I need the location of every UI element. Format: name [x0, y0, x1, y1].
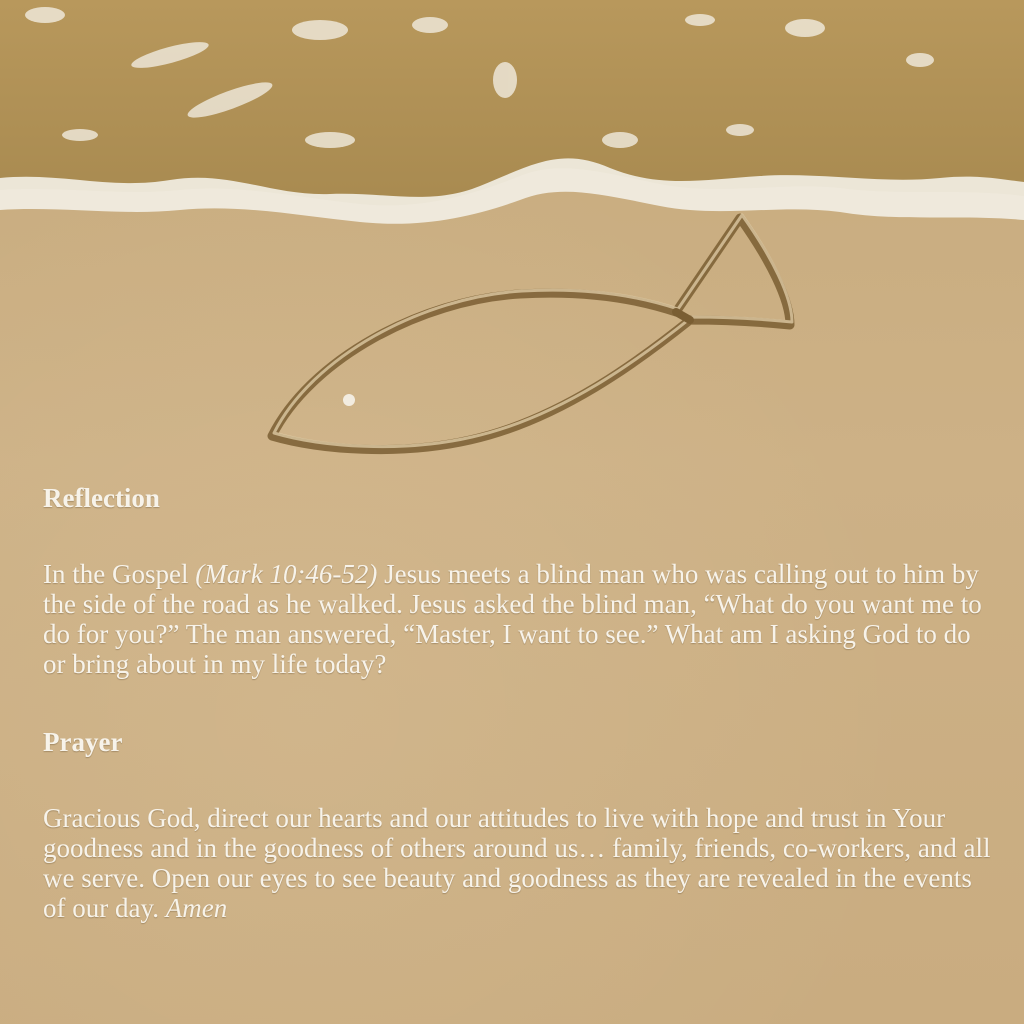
pebble [343, 394, 355, 406]
prayer-body: Gracious God, direct our hearts and our attitudes to live with hope and trust in Your goodness and in the goodness of others around us… family, friends, co-workers, and all we serve. Open our eyes to see beauty and goodness as they are revealed in the events of our day. [43, 803, 991, 923]
sand-fish-drawing [0, 0, 1024, 500]
prayer-closing: Amen [165, 893, 228, 923]
reflection-heading: Reflection [43, 483, 160, 513]
prayer-paragraph [43, 803, 993, 923]
reflection-paragraph [43, 559, 993, 679]
reflection-body: Jesus meets a blind man who was calling out to him by the side of the road as he walked. Jesus asked the blind man, “What do you want me to do for you?” The man answered, “Master, I want to see.” What am I asking God to do or bring about in my life today? [43, 559, 982, 679]
reflection-intro: In the Gospel [43, 559, 196, 589]
devotional-text [43, 483, 993, 923]
scripture-reference: (Mark 10:46-52) [195, 559, 378, 589]
prayer-heading: Prayer [43, 727, 123, 757]
